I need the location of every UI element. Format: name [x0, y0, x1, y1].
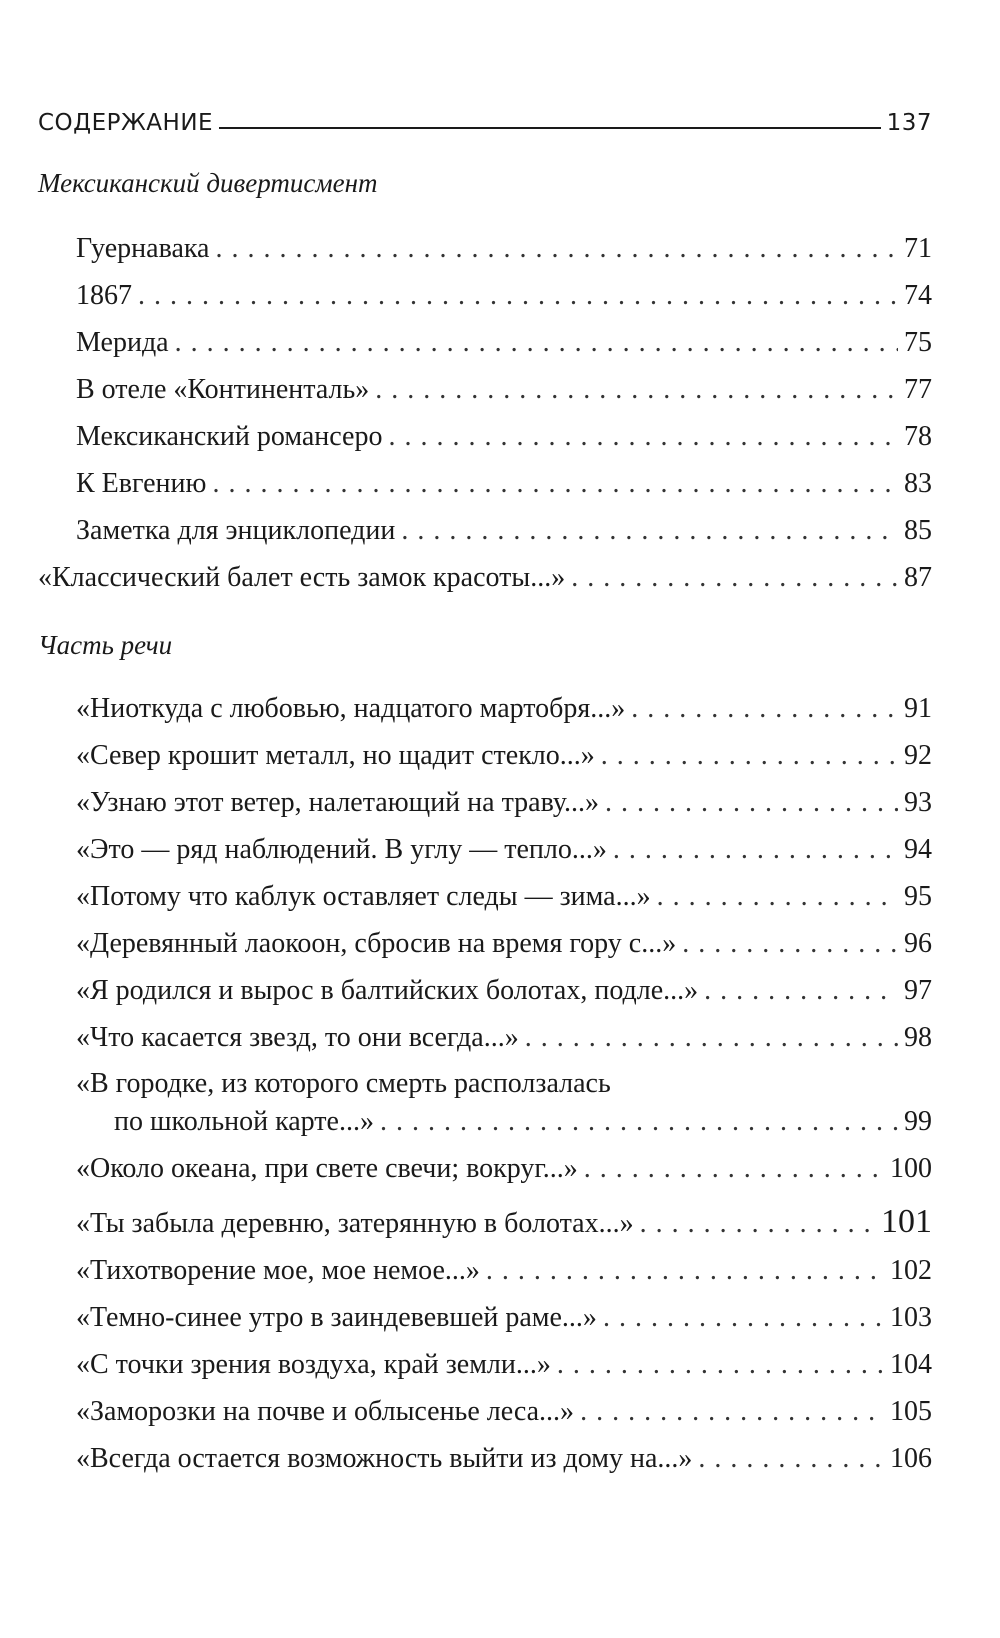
toc-entry-title: «Заморозки на почве и облысенье леса...»: [76, 1396, 575, 1427]
toc-entry-page: 91: [904, 693, 932, 724]
toc-entry[interactable]: [76, 1018, 932, 1058]
page-number: 137: [886, 110, 932, 136]
dot-leader: [584, 1149, 884, 1189]
toc-entry[interactable]: [76, 971, 932, 1011]
toc-entry[interactable]: [76, 276, 932, 316]
toc-entry-page: 74: [904, 280, 932, 311]
toc-entry-title: Гуернавака: [76, 233, 210, 264]
toc-entry-page: 94: [904, 834, 932, 865]
toc-entry-title: «Деревянный лаокоон, сбросив на время гору с...»: [76, 928, 677, 959]
toc-entry-title: «Потому что каблук оставляет следы — зима...»: [76, 881, 651, 912]
toc-entry-page: 98: [904, 1022, 932, 1053]
dot-leader: [698, 1439, 884, 1479]
toc-entry-title: Заметка для энциклопедии: [76, 515, 396, 546]
toc-entry-title: «Что касается звезд, то они всегда...»: [76, 1022, 519, 1053]
toc-entry[interactable]: [76, 229, 932, 269]
toc-entry-page: 102: [890, 1255, 932, 1286]
toc-entry-title: В отеле «Континенталь»: [76, 374, 370, 405]
toc-entry[interactable]: [76, 783, 932, 823]
toc-entry[interactable]: [76, 1392, 932, 1432]
toc-entry-title: «Классический балет есть замок красоты...»: [38, 562, 566, 593]
toc-entry-title: «Всегда остается возможность выйти из дому на...»: [76, 1443, 693, 1474]
toc-entry[interactable]: [76, 1202, 932, 1242]
toc-entry-title: «С точки зрения воздуха, край земли...»: [76, 1349, 551, 1380]
toc-entry-page: 96: [904, 928, 932, 959]
dot-leader: [525, 1018, 898, 1058]
dot-leader: [605, 783, 898, 823]
toc-entry[interactable]: [76, 1149, 932, 1189]
section-title: Мексиканский дивертисмент: [38, 168, 378, 198]
toc-entry-title: «Это — ряд наблюдений. В углу — тепло...»: [76, 834, 607, 865]
toc-entry-page: 103: [890, 1302, 932, 1333]
toc-entry[interactable]: [76, 417, 932, 457]
toc-entry[interactable]: [76, 464, 932, 504]
header-title: СОДЕРЖАНИЕ: [38, 110, 214, 136]
dot-leader: [215, 229, 898, 269]
toc-entry-title: «Я родился и вырос в балтийских болотах, подле...»: [76, 975, 699, 1006]
toc-entry-title: «Ниоткуда с любовью, надцатого мартобря...»: [76, 693, 626, 724]
toc-entry-title: Мексиканский романсеро: [76, 421, 383, 452]
toc-entry-page: 87: [904, 562, 932, 593]
dot-leader: [388, 417, 898, 457]
section-title: Часть речи: [38, 630, 173, 660]
toc-entry-page: 97: [904, 975, 932, 1006]
toc-entry[interactable]: [76, 511, 932, 551]
toc-entry-page: 106: [890, 1443, 932, 1474]
toc-entry[interactable]: [76, 1298, 932, 1338]
toc-entry-title: «Узнаю этот ветер, налетающий на траву...»: [76, 787, 600, 818]
toc-entry-page: 75: [904, 327, 932, 358]
toc-entry[interactable]: [76, 736, 932, 776]
toc-entry-title: «Тихотворение мое, мое немое...»: [76, 1255, 480, 1286]
toc-entry[interactable]: [76, 877, 932, 917]
toc-entry-title: Мерида: [76, 327, 169, 358]
toc-entry-page: 95: [904, 881, 932, 912]
dot-leader: [380, 1102, 898, 1142]
dot-leader: [486, 1251, 884, 1291]
dot-leader: [631, 689, 898, 729]
dot-leader: [580, 1392, 884, 1432]
running-header: [38, 96, 932, 136]
toc-entry-title: 1867: [76, 280, 132, 311]
dot-leader: [375, 370, 898, 410]
toc-entry-page: 78: [904, 421, 932, 452]
toc-entry[interactable]: [76, 1345, 932, 1385]
dot-leader: [682, 924, 898, 964]
toc-entry-page: 104: [890, 1349, 932, 1380]
toc-entry[interactable]: [76, 1439, 932, 1479]
toc-entry-title-line2: по школьной карте...»: [114, 1106, 374, 1137]
toc-entry[interactable]: [76, 323, 932, 363]
toc-entry-page: 99: [904, 1106, 932, 1137]
toc-entry-page: 77: [904, 374, 932, 405]
toc-entry-title: «Темно-синее утро в заиндевевшей раме...»: [76, 1302, 597, 1333]
toc-entry-page: 83: [904, 468, 932, 499]
dot-leader: [603, 1298, 884, 1338]
toc-entry[interactable]: [114, 1102, 932, 1142]
toc-entry[interactable]: [76, 924, 932, 964]
dot-leader: [571, 558, 898, 598]
toc-entry-title: «Около океана, при свете свечи; вокруг...»: [76, 1153, 578, 1184]
toc-entry-title: «Север крошит металл, но щадит стекло...»: [76, 740, 595, 771]
toc-entry-page: 105: [890, 1396, 932, 1427]
toc-entry-page: 100: [890, 1153, 932, 1184]
dot-leader: [613, 830, 898, 870]
toc-entry-page: 92: [904, 740, 932, 771]
toc-entry-standalone[interactable]: [38, 558, 932, 598]
toc-entry[interactable]: [76, 370, 932, 410]
toc-entry-page: 85: [904, 515, 932, 546]
dot-leader: [138, 276, 898, 316]
toc-entry[interactable]: [76, 689, 932, 729]
dot-leader: [557, 1345, 884, 1385]
toc-entry[interactable]: [76, 1251, 932, 1291]
toc-entry-page: 101: [881, 1203, 932, 1240]
dot-leader: [601, 736, 898, 776]
dot-leader: [657, 877, 898, 917]
dot-leader: [175, 323, 898, 363]
toc-entry-title-line1[interactable]: «В городке, из которого смерть расползалась: [76, 1068, 611, 1099]
toc-entry-page: 71: [904, 233, 932, 264]
toc-entry-title: «Ты забыла деревню, затерянную в болотах...»: [76, 1208, 634, 1239]
dot-leader: [212, 464, 898, 504]
dot-leader: [640, 1204, 875, 1244]
toc-entry-page: 93: [904, 787, 932, 818]
dot-leader: [704, 971, 898, 1011]
header-rule: [219, 127, 881, 129]
toc-entry-title: К Евгению: [76, 468, 207, 499]
dot-leader: [401, 511, 898, 551]
toc-entry[interactable]: [76, 830, 932, 870]
